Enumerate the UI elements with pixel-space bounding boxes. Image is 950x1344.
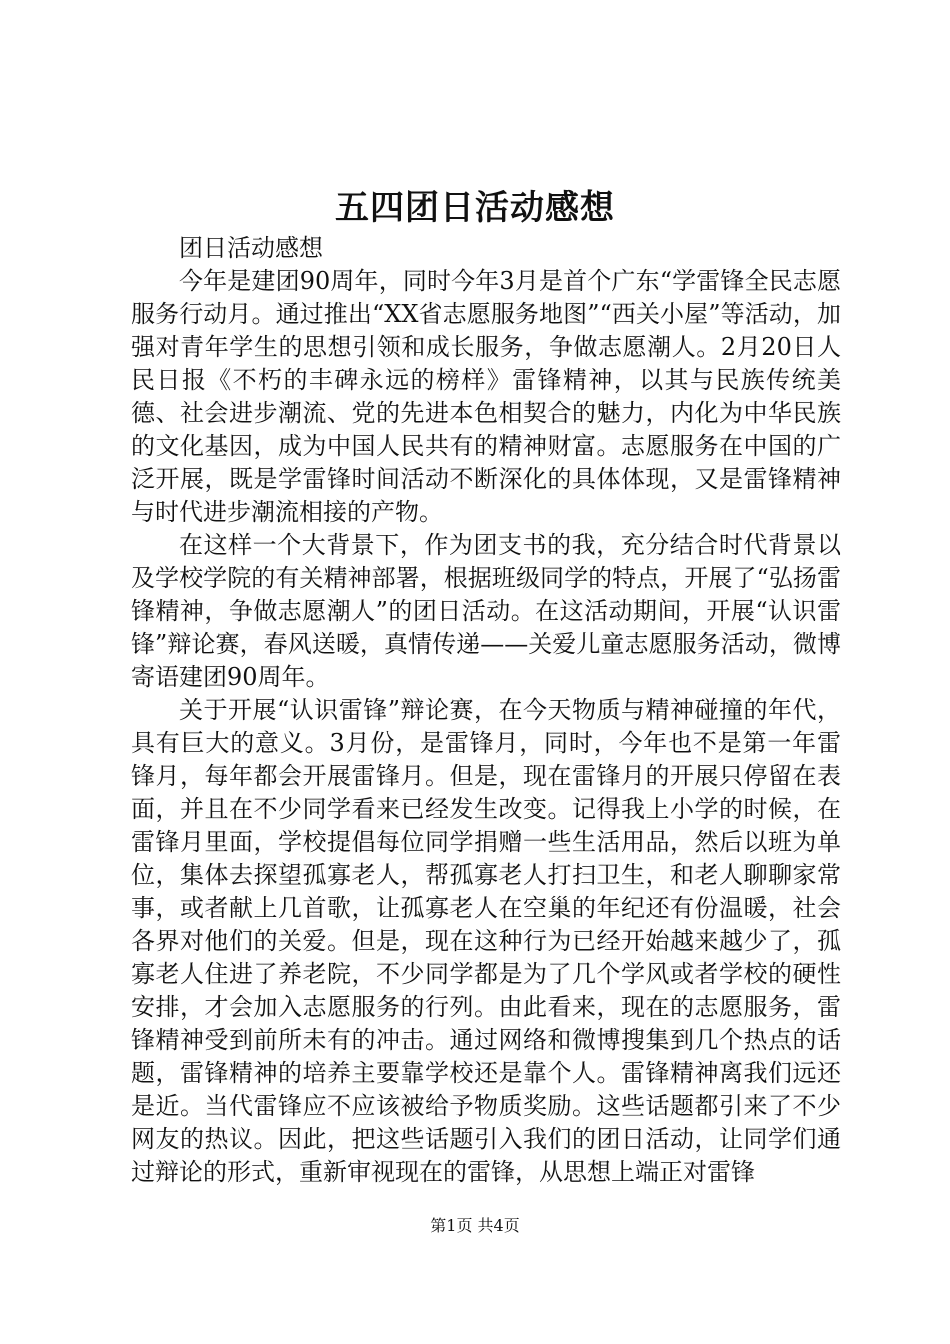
document-subtitle: 团日活动感想 [179, 234, 323, 262]
document-title: 五四团日活动感想 [335, 188, 615, 228]
paragraph: 今年是建团90周年，同时今年3月是首个广东“学雷锋全民志愿服务行动月。通过推出“XX省志愿服务地图”“西关小屋”等活动，加强对青年学生的思想引领和成长服务，争做志愿潮人。2月20日人民日报《不朽的丰碑永远的榜样》雷锋精神，以其与民族传统美德、社会进步潮流、党的先进本色相契合的魅力，内化为中华民族的文化基因，成为中国人民共有的精神财富。志愿服务在中国的广泛开展，既是学雷锋时间活动不断深化的具体体现，又是雷锋精神与时代进步潮流相接的产物。 [131, 267, 841, 526]
paragraph: 关于开展“认识雷锋”辩论赛，在今天物质与精神碰撞的年代，具有巨大的意义。3月份，是雷锋月，同时，今年也不是第一年雷锋月，每年都会开展雷锋月。但是，现在雷锋月的开展只停留在表面，并且在不少同学看来已经发生改变。记得我上小学的时候，在雷锋月里面，学校提倡每位同学捐赠一些生活用品，然后以班为单位，集体去探望孤寡老人，帮孤寡老人打扫卫生，和老人聊聊家常事，或者献上几首歌，让孤寡老人在空巢的年纪还有份温暖，社会各界对他们的关爱。但是，现在这种行为已经开始越来越少了，孤寡老人住进了养老院，不少同学都是为了几个学风或者学校的硬性安排，才会加入志愿服务的行列。由此看来，现在的志愿服务，雷锋精神受到前所未有的冲击。通过网络和微博搜集到几个热点的话题，雷锋精神的培养主要靠学校还是靠个人。雷锋精神离我们远还是近。当代雷锋应不应该被给予物质奖励。这些话题都引来了不少网友的热议。因此，把这些话题引入我们的团日活动，让同学们通过辩论的形式，重新审视现在的雷锋，从思想上端正对雷锋 [131, 696, 841, 1186]
document-body [131, 232, 841, 1189]
paragraph: 在这样一个大背景下，作为团支书的我，充分结合时代背景以及学校学院的有关精神部署，根据班级同学的特点，开展了“弘扬雷锋精神，争做志愿潮人”的团日活动。在这活动期间，开展“认识雷锋”辩论赛，春风送暖，真情传递——关爱儿童志愿服务活动，微博寄语建团90周年。 [131, 531, 841, 691]
page-footer: 第1页 共4页 [430, 1216, 520, 1235]
